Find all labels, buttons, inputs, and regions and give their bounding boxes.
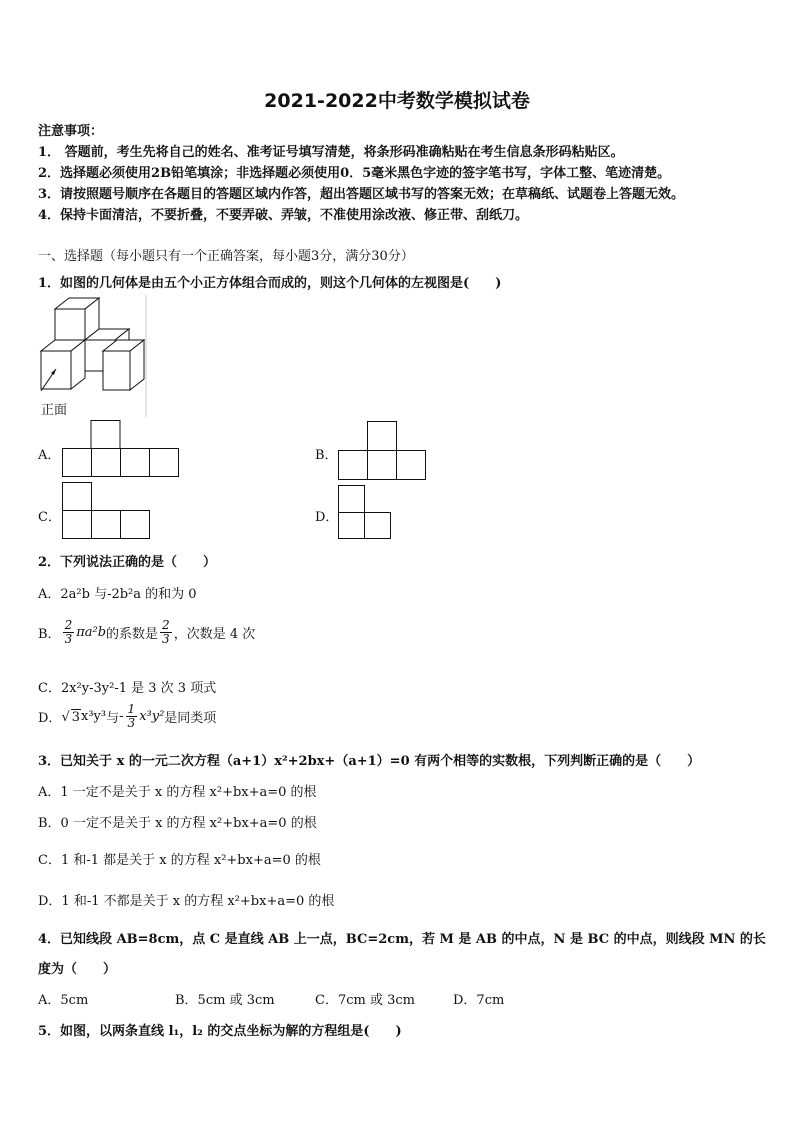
question-5-stem: 5．如图，以两条直线 l₁，l₂ 的交点坐标为解的方程组是( ) bbox=[38, 1024, 402, 1039]
q1-option-d-label[interactable]: D． bbox=[315, 510, 339, 525]
notice-item-3: 3．请按照题号顺序在各题目的答题区域内作答，超出答题区域书写的答案无效；在草稿纸、试题卷上答题无效。 bbox=[38, 187, 685, 202]
q2-d-fraction: $\frac{1}{3}$ bbox=[127, 702, 136, 730]
q4-option-b[interactable]: B．5cm 或 3cm bbox=[175, 993, 275, 1008]
q3-option-a[interactable]: A．1 一定不是关于 x 的方程 x²+bx+a=0 的根 bbox=[38, 785, 317, 800]
q2-d-suffix: 是同类项 bbox=[164, 711, 217, 726]
q1-option-b-view[interactable] bbox=[338, 421, 428, 481]
question-2-stem: 2．下列说法正确的是（ ） bbox=[38, 555, 217, 570]
q2-b-mid: 的系数是 bbox=[106, 627, 159, 642]
q2-b-coeff-fraction: $\frac{2}{3}$ bbox=[162, 618, 170, 646]
question-1-stem: 1．如图的几何体是由五个小正方体组合而成的，则这个几何体的左视图是( ) bbox=[38, 276, 502, 291]
q3-option-c[interactable]: C．1 和-1 都是关于 x 的方程 x²+bx+a=0 的根 bbox=[38, 853, 321, 868]
q1-front-label: 正面 bbox=[41, 403, 68, 418]
notice-item-2: 2．选择题必须使用2B铅笔填涂；非选择题必须使用0．5毫米黑色字迹的签字笔书写，字体工整、笔迹清楚。 bbox=[38, 166, 671, 181]
section-heading: 一、选择题（每小题只有一个正确答案，每小题3分，满分30分） bbox=[38, 249, 414, 264]
q1-option-d-view[interactable] bbox=[338, 485, 396, 541]
notice-heading: 注意事项： bbox=[38, 124, 104, 139]
q1-option-b-label[interactable]: B． bbox=[315, 448, 338, 463]
page-title: 2021-2022中考数学模拟试卷 bbox=[264, 90, 530, 112]
q3-option-b[interactable]: B．0 一定不是关于 x 的方程 x²+bx+a=0 的根 bbox=[38, 816, 317, 831]
q1-option-a-view[interactable] bbox=[62, 420, 180, 478]
notice-item-1: 1． 答题前，考生先将自己的姓名、准考证号填写清楚，将条形码准确粘贴在考生信息条形码粘贴区。 bbox=[38, 145, 624, 160]
q2-d-term1: x³y³ bbox=[81, 709, 107, 724]
q2-d-sqrt: √ 3 bbox=[61, 709, 81, 725]
q2-option-b[interactable] bbox=[38, 619, 255, 646]
q2-b-suffix: ，次数是 4 次 bbox=[173, 627, 256, 642]
q4-option-d[interactable]: D．7cm bbox=[453, 993, 505, 1008]
q4-option-a[interactable]: A．5cm bbox=[38, 993, 89, 1008]
q1-option-c-view[interactable] bbox=[62, 482, 152, 542]
q2-option-c[interactable]: C．2x²y-3y²-1 是 3 次 3 项式 bbox=[38, 681, 217, 696]
q3-option-d[interactable]: D．1 和-1 不都是关于 x 的方程 x²+bx+a=0 的根 bbox=[38, 894, 335, 909]
question-4-stem-line2: 度为（ ） bbox=[38, 962, 117, 977]
q2-option-d-prefix: D． bbox=[38, 711, 62, 726]
q2-option-a[interactable]: A．2a²b 与-2b²a 的和为 0 bbox=[38, 587, 197, 602]
q2-option-d[interactable] bbox=[38, 703, 216, 730]
question-3-stem: 3．已知关于 x 的一元二次方程（a+1）x²+2bx+（a+1）=0 有两个相等的实数根，下列判断正确的是（ ） bbox=[38, 754, 701, 769]
q2-b-fraction: $\frac{2}{3}$ bbox=[64, 618, 73, 646]
q2-d-neg: - bbox=[119, 709, 124, 724]
q2-option-b-prefix: B． bbox=[38, 627, 61, 642]
q2-d-with: 与 bbox=[106, 711, 120, 726]
q2-b-term: πa²b bbox=[76, 625, 107, 640]
question-4-stem-line1: 4．已知线段 AB=8cm，点 C 是直线 AB 上一点，BC=2cm，若 M 是 AB 的中点，N 是 BC 的中点，则线段 MN 的长 bbox=[38, 932, 766, 947]
q1-option-a-label[interactable]: A． bbox=[38, 448, 61, 463]
notice-item-4: 4．保持卡面清洁，不要折叠，不要弄破、弄皱，不准使用涂改液、修正带、刮纸刀。 bbox=[38, 208, 529, 223]
q2-d-term2: x³y² bbox=[139, 709, 165, 724]
q1-option-c-label[interactable]: C． bbox=[38, 510, 61, 525]
q4-option-c[interactable]: C．7cm 或 3cm bbox=[315, 993, 415, 1008]
